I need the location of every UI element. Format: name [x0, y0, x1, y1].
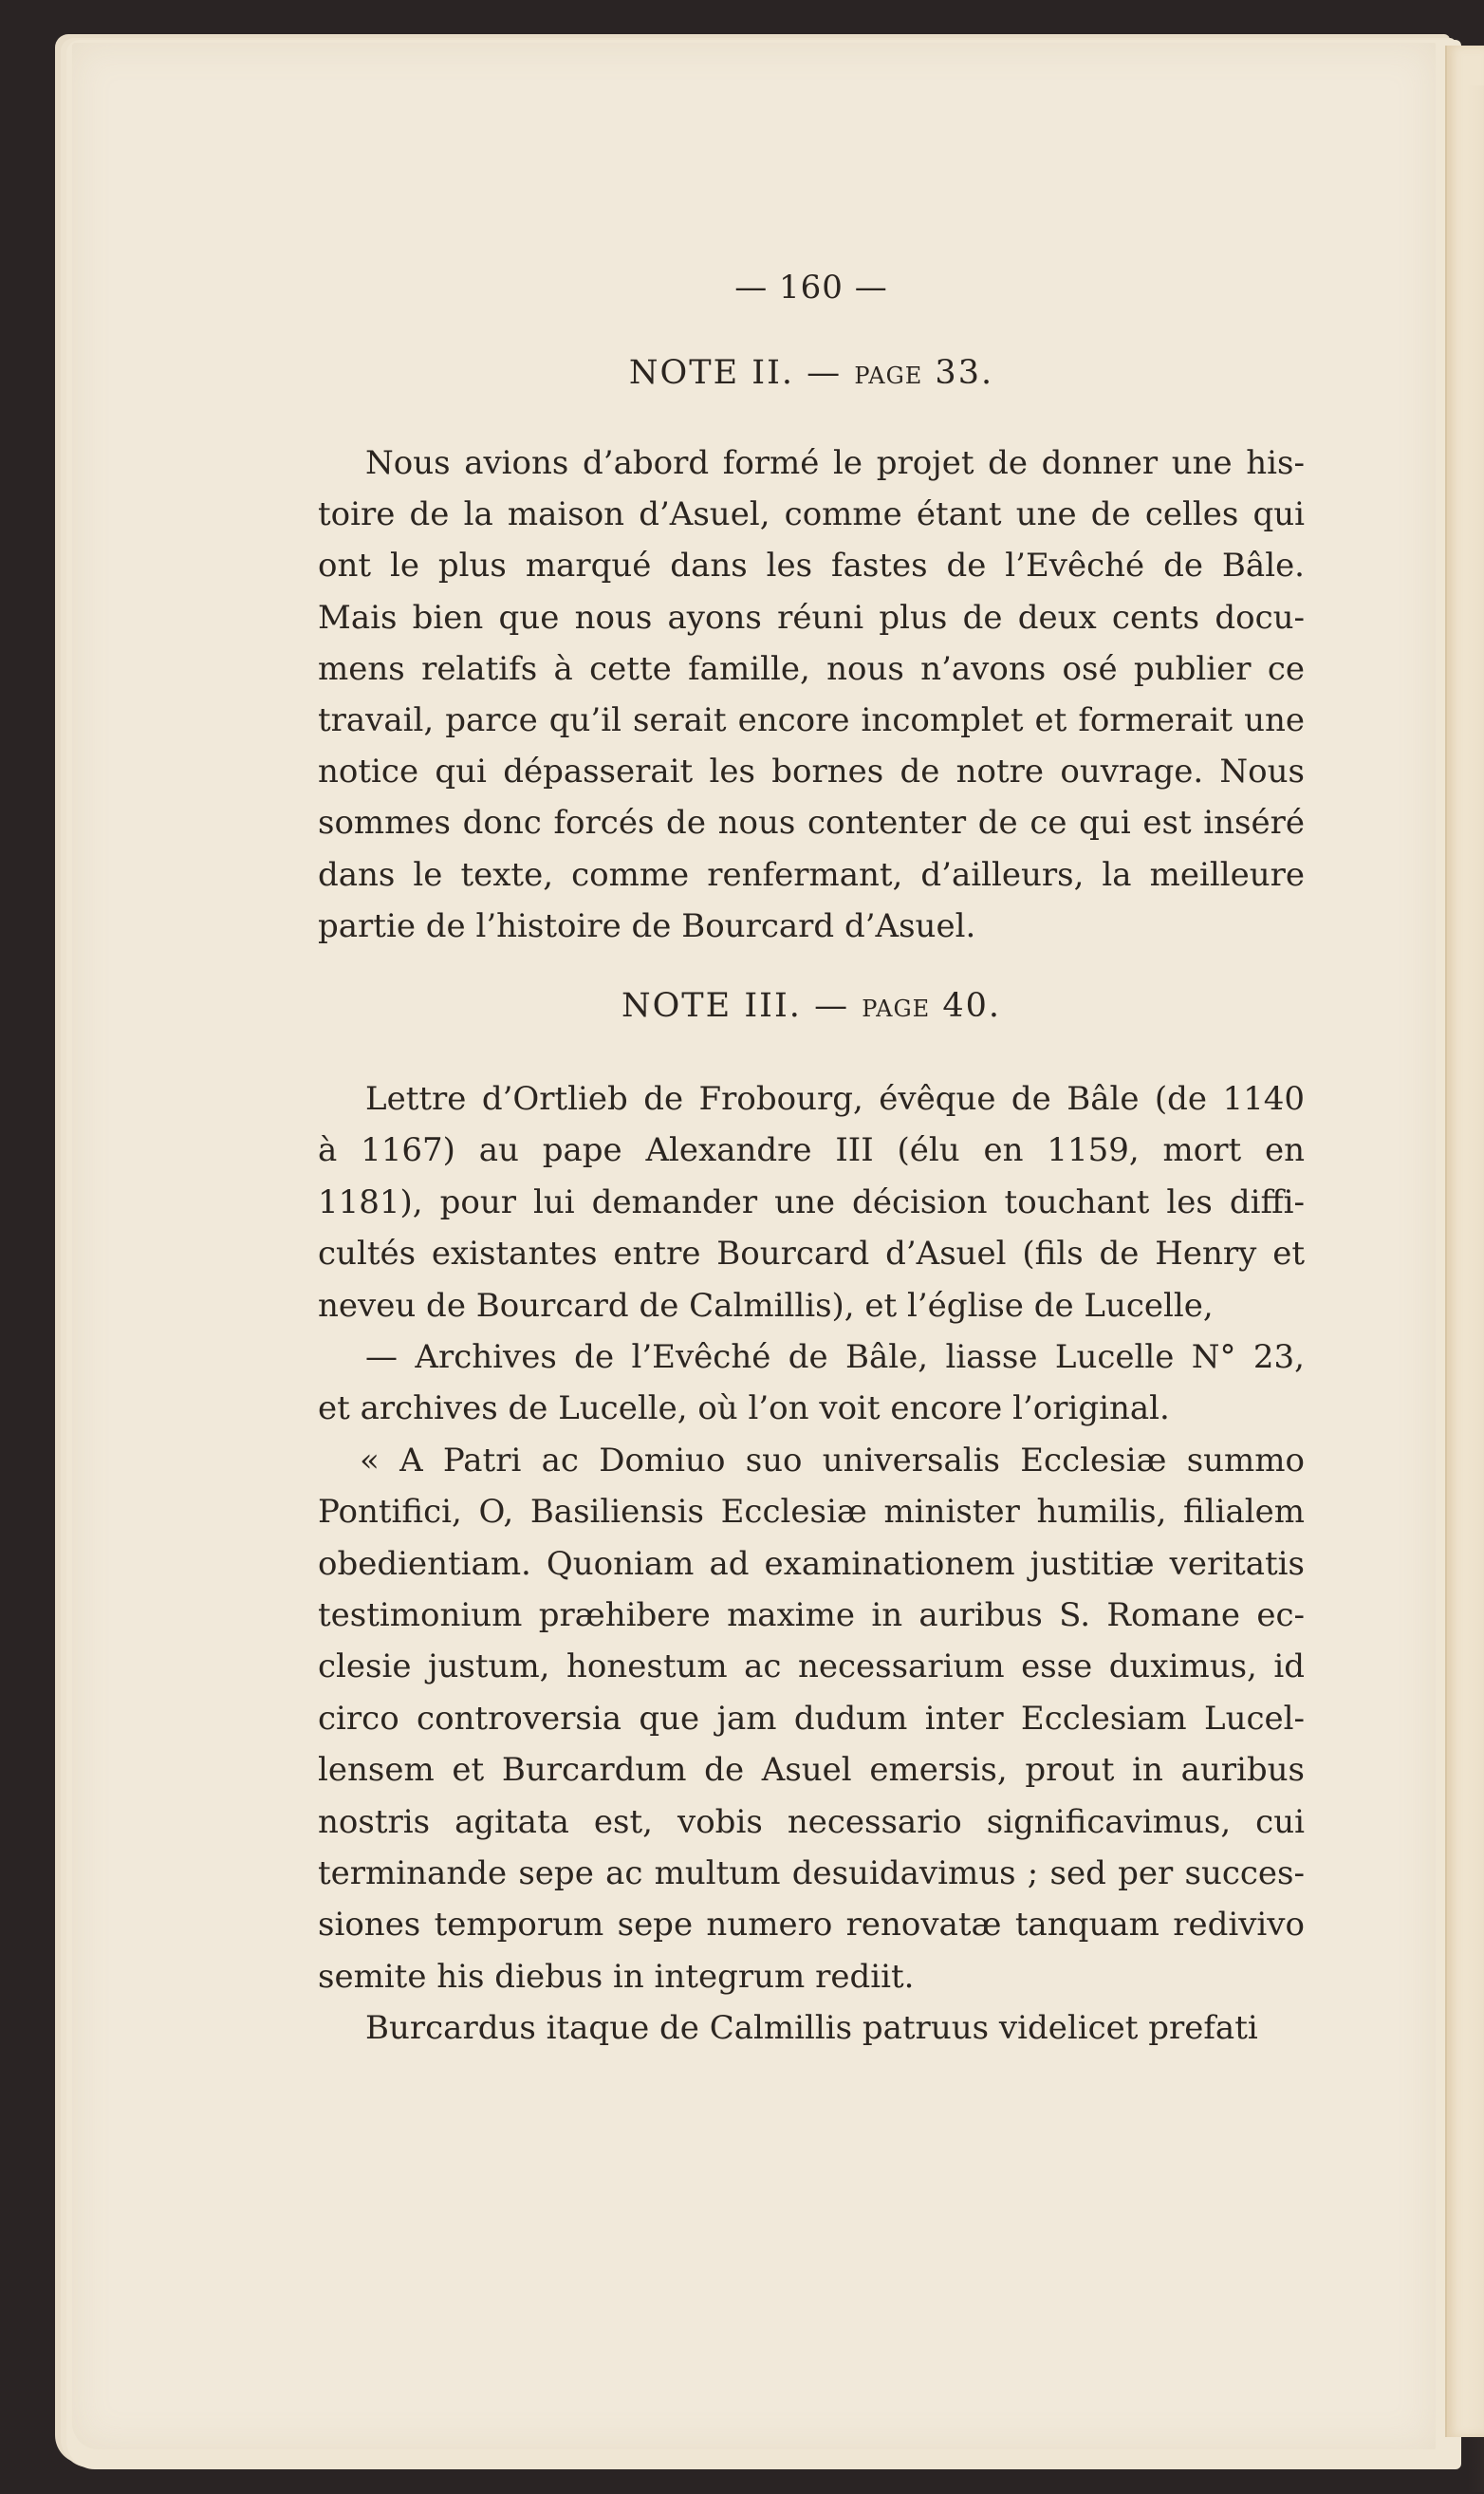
- text-line: ont le plus marqué dans les fastes de l’Evêché de Bâle.: [318, 547, 1305, 586]
- text-line: dans le texte, comme renfermant, d’ailleurs, la meilleure: [318, 855, 1305, 894]
- text-line: testimonium præhibere maxime in auribus S. Romane ec-: [318, 1596, 1305, 1634]
- text-line: semite his diebus in integrum rediit.: [318, 1957, 915, 1996]
- text-line: circo controversia que jam dudum inter Ecclesiam Lucel-: [318, 1699, 1305, 1738]
- page-reference: 40.: [942, 987, 1001, 1025]
- text-line: à 1167) au pape Alexandre III (élu en 1159, mort en: [318, 1131, 1305, 1170]
- page-reference: 33.: [935, 354, 994, 392]
- text-line: Nous avions d’abord formé le projet de donner une his-: [365, 444, 1305, 482]
- text-line: notice qui dépasserait les bornes de notre ouvrage. Nous: [318, 753, 1305, 791]
- text-line: sommes donc forcés de nous contenter de ce qui est inséré: [318, 804, 1305, 843]
- page-label: PAGE: [862, 996, 931, 1022]
- text-line: clesie justum, honestum ac necessarium esse duximus, id: [318, 1647, 1305, 1686]
- text-line: Burcardus itaque de Calmillis patruus videlicet prefati: [365, 2009, 1258, 2048]
- text-line: mens relatifs à cette famille, nous n’avons osé publier ce: [318, 649, 1305, 688]
- text-line: — Archives de l’Evêché de Bâle, liasse Lucelle N° 23,: [365, 1338, 1305, 1376]
- text-line: terminande sepe ac multum desuidavimus ; sed per succes-: [318, 1854, 1305, 1892]
- note-title: NOTE II.: [628, 354, 795, 392]
- text-line: cultés existantes entre Bourcard d’Asuel (fils de Henry et: [318, 1235, 1305, 1274]
- text-line: nostris agitata est, vobis necessario significavimus, cui: [318, 1802, 1305, 1841]
- page-label: PAGE: [854, 363, 923, 389]
- section-heading-note-3: [318, 987, 1305, 1025]
- text-line: partie de l’histoire de Bourcard d’Asuel.: [318, 906, 976, 945]
- text-line: obedientiam. Quoniam ad examinationem justitiæ veritatis: [318, 1544, 1305, 1583]
- text-line: Lettre d’Ortlieb de Frobourg, évêque de Bâle (de 1140: [365, 1080, 1305, 1118]
- text-line: travail, parce qu’il serait encore incomplet et formerait une: [318, 701, 1305, 739]
- text-line: lensem et Burcardum de Asuel emersis, prout in auribus: [318, 1751, 1305, 1790]
- text-line: siones temporum sepe numero renovatæ tanquam redivivo: [318, 1906, 1305, 1945]
- text-line: Pontifici, O, Basiliensis Ecclesiæ minister humilis, filialem: [318, 1493, 1305, 1532]
- text-line: Mais bien que nous ayons réuni plus de deux cents docu-: [318, 598, 1305, 637]
- text-line: toire de la maison d’Asuel, comme étant une de celles qui: [318, 495, 1305, 534]
- page-number: — 160 —: [734, 269, 888, 307]
- text-line: et archives de Lucelle, où l’on voit encore l’original.: [318, 1389, 1170, 1428]
- text-line: 1181), pour lui demander une décision touchant les diffi-: [318, 1182, 1305, 1221]
- heading-dash: —: [814, 987, 850, 1025]
- gutter-shadow: [1467, 85, 1484, 2492]
- section-heading-note-2: [318, 354, 1305, 392]
- heading-dash: —: [807, 354, 843, 392]
- text-line: neveu de Bourcard de Calmillis), et l’église de Lucelle,: [318, 1286, 1214, 1325]
- note-title: NOTE III.: [621, 987, 802, 1025]
- text-line: « A Patri ac Domiuo suo universalis Ecclesiæ summo: [360, 1441, 1305, 1480]
